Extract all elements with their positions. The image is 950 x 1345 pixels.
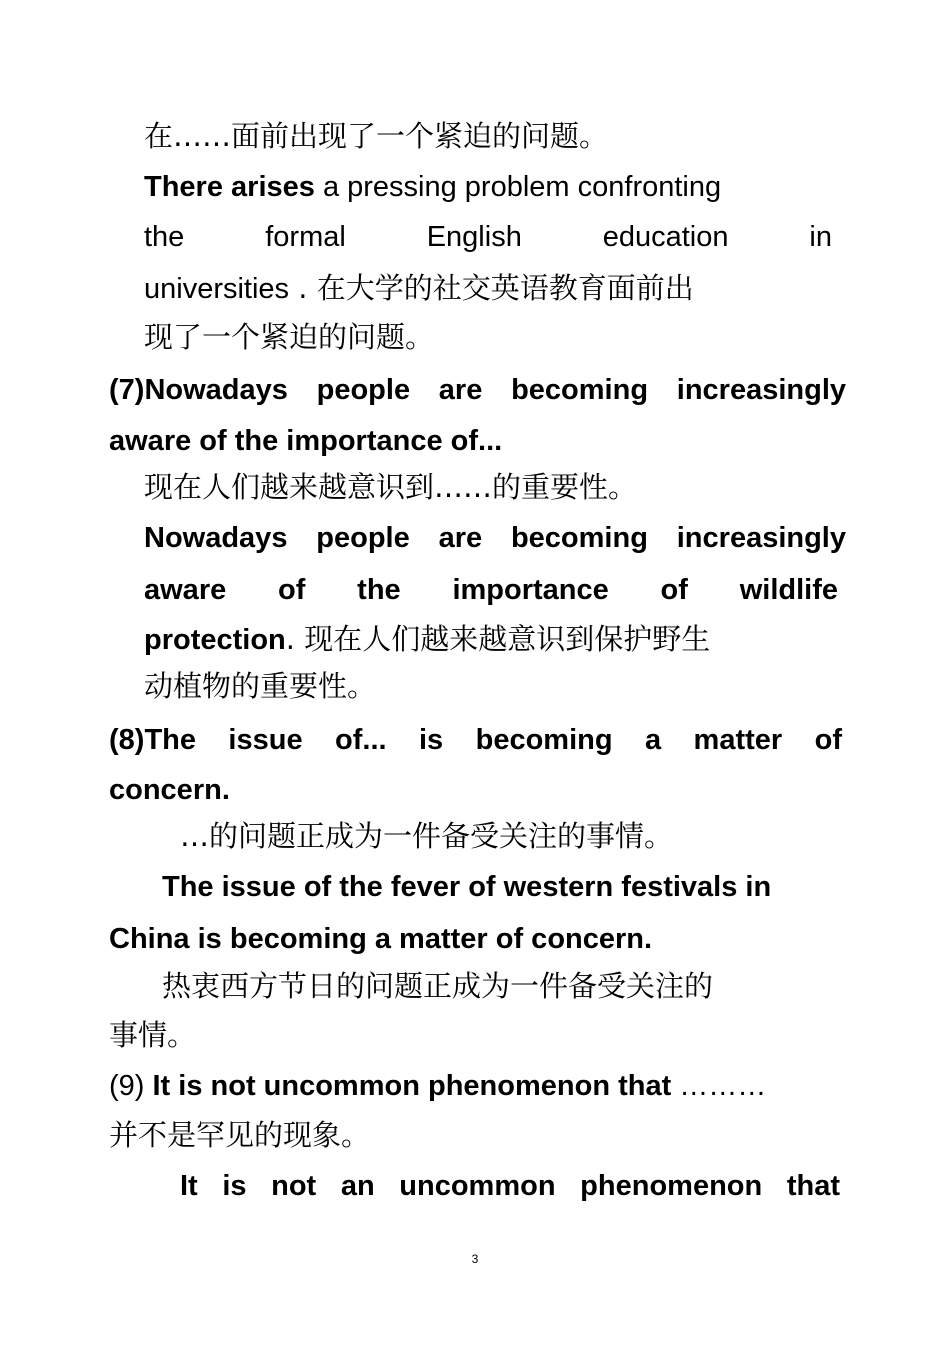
text-line: 现在人们越来越意识到……的重要性。 [144, 470, 638, 504]
heading-8: (8)The issue of... is becoming a matter of [109, 724, 842, 756]
example-line: China is becoming a matter of concern. [109, 923, 653, 955]
text-span: . 在大学的社交英语教育面前出 [289, 271, 694, 305]
text-span: a pressing problem confronting [314, 171, 722, 203]
heading-8-cont: concern. [109, 774, 230, 806]
text-line: 现了一个紧迫的问题。 [144, 320, 435, 354]
text-span: universities [144, 273, 290, 305]
text-span: . 现在人们越来越意识到保护野生 [285, 622, 711, 656]
heading-7: (7)Nowadays people are becoming increasingly [109, 374, 846, 406]
text-line [144, 270, 694, 307]
text-line: 动植物的重要性。 [144, 669, 377, 703]
text-line: 热衷西方节日的问题正成为一件备受关注的 [162, 969, 714, 1003]
text-line [144, 621, 710, 658]
text-line: …的问题正成为一件备受关注的事情。 [180, 819, 674, 853]
text-line: the formal English education in [144, 221, 832, 253]
bold-phrase: It is not uncommon phenomenon that [152, 1070, 672, 1102]
bold-phrase: protection [144, 624, 286, 656]
text-line [144, 169, 721, 205]
heading-7-cont: aware of the importance of... [109, 425, 503, 457]
text-line: 在……面前出现了一个紧迫的问题。 [144, 119, 609, 153]
page-number: 3 [471, 1252, 479, 1266]
text-span: (9) [109, 1070, 153, 1102]
text-span: ……… [671, 1070, 767, 1102]
heading-9 [109, 1068, 766, 1104]
text-line: 事情。 [109, 1018, 197, 1052]
example-line: Nowadays people are becoming increasingly [144, 522, 846, 554]
bold-phrase: There arises [144, 171, 315, 203]
example-line: aware of the importance of wildlife [144, 574, 838, 606]
example-line: It is not an uncommon phenomenon that [180, 1170, 840, 1202]
example-line: The issue of the fever of western festivals in [162, 871, 772, 903]
text-line: 并不是罕见的现象。 [109, 1118, 371, 1152]
